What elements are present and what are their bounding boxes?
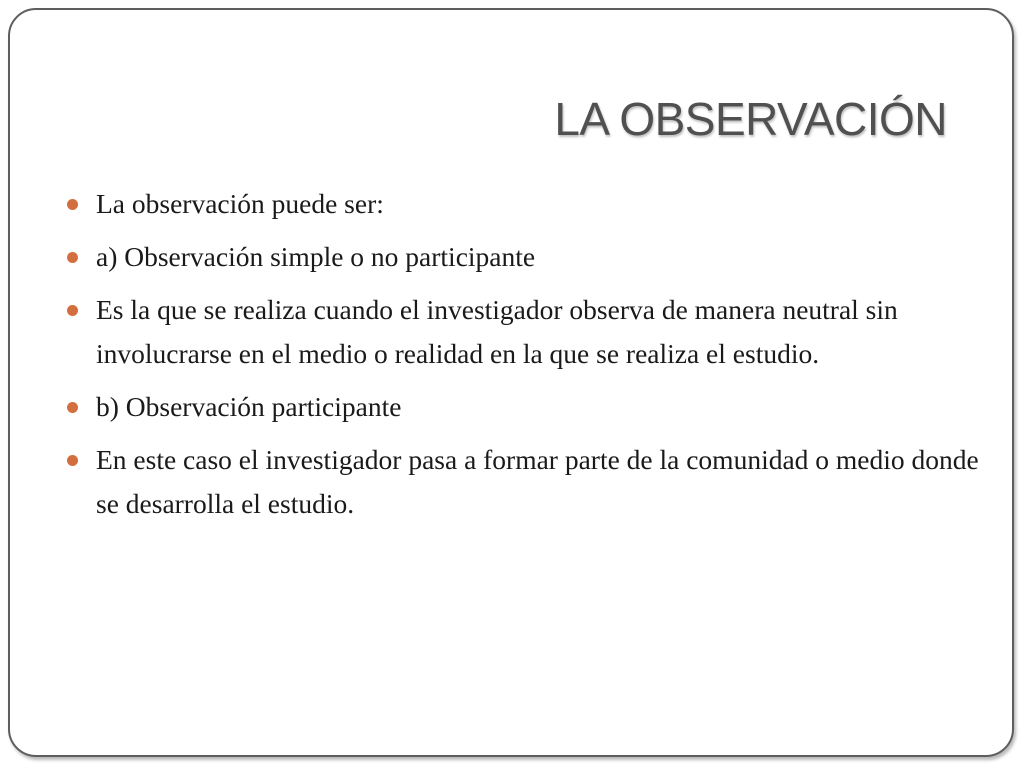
bullet-text: Es la que se realiza cuando el investigador observa de manera neutral sin involucrarse en el medio o realidad en la que se realiza el estudio. [96, 294, 898, 369]
slide-title: LA OBSERVACIÓN [554, 93, 947, 145]
bullet-dot-icon [67, 199, 78, 210]
bullet-text: La observación puede ser: [96, 188, 384, 219]
bullet-item [66, 438, 986, 526]
bullet-text: En este caso el investigador pasa a formar parte de la comunidad o medio donde se desarrolla el estudio. [96, 444, 979, 519]
bullet-item [66, 385, 986, 429]
bullet-dot-icon [67, 455, 78, 466]
bullet-item [66, 288, 986, 376]
bullet-dot-icon [67, 402, 78, 413]
bullet-text: b) Observación participante [96, 391, 402, 422]
slide-frame [8, 8, 1014, 757]
bullet-dot-icon [67, 305, 78, 316]
bullet-list [66, 182, 986, 535]
bullet-item [66, 182, 986, 226]
bullet-item [66, 235, 986, 279]
bullet-text: a) Observación simple o no participante [96, 241, 536, 272]
bullet-dot-icon [67, 252, 78, 263]
